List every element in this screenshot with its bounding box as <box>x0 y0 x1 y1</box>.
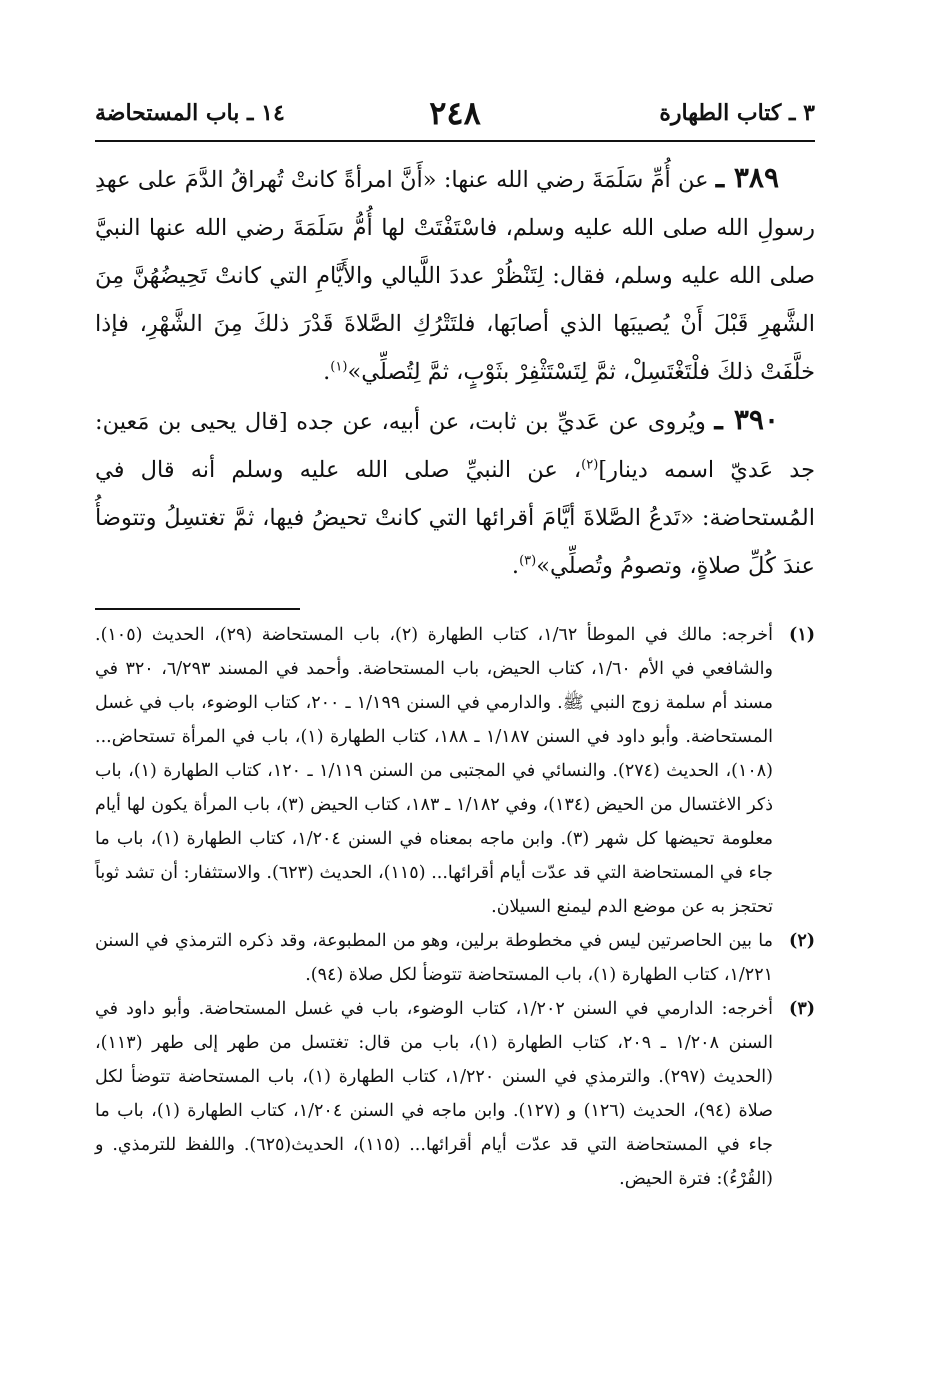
book-page <box>95 88 815 1196</box>
footnote-ref: (١) <box>330 359 348 375</box>
sentence-end: . <box>511 553 520 579</box>
hadith-text: ويُروى عن عَديِّ بن ثابت، عن أبيه، عن جده [قال يحيى بن مَعين: جد عَديّ اسمه دينار] <box>95 409 815 483</box>
footnote-divider <box>95 608 300 610</box>
footnote-1 <box>95 618 815 924</box>
hadith-number: ٣٩٠ ـ <box>714 403 779 436</box>
footnote-2 <box>95 924 815 992</box>
hadith-390 <box>95 396 815 590</box>
hadith-number: ٣٨٩ ـ <box>715 161 780 194</box>
hadith-text: عن أُمِّ سَلَمَةَ رضي الله عنها: «أَنَّ امرأةً كانتْ تُهراقُ الدَّمَ على عهدِ رسولِ الله صلى الله عليه وسلم، فاسْتَفْتَتْ لها أُمُّ سَلَمَةَ رضي الله عنها النبيَّ صلى الله عليه وسلم، فقال: لِتَنْظُرْ عددَ اللَّيالي والأَيَّامِ التي كانتْ تَحِيضُهُنَّ مِنَ الشَّهرِ قَبْلَ أَنْ يُصيبَها الذي أصابَها، فلتَتْرُكِ الصَّلاةَ قَدْرَ ذلكَ مِنَ الشَّهْرِ، فإذا خلَّفَتْ ذلكَ فلْتَغْتَسِلْ، ثمَّ لِتَسْتَثْفِرْ بثَوْبٍ، ثمَّ لِتُصلِّي» <box>95 167 815 385</box>
hadith-389: ٣٨٩ ـ عن أُمِّ سَلَمَةَ رضي الله عنها: «أَنَّ امرأةً كانتْ تُهراقُ الدَّمَ على عهدِ رسولِ الله صلى الله عليه وسلم، فاسْتَفْتَتْ لها أُمُّ سَلَمَةَ رضي الله عنها النبيَّ صلى الله عليه وسلم، فقال: لِتَنْظُرْ عددَ اللَّيالي والأَيَّامِ التي كانتْ تَحِيضُهُنَّ مِنَ الشَّهرِ قَبْلَ أَنْ يُصيبَها الذي أصابَها، فلتَتْرُكِ الصَّلاةَ قَدْرَ ذلكَ مِنَ الشَّهْرِ، فإذا خلَّفَتْ ذلكَ فلْتَغْتَسِلْ، ثمَّ لِتَسْتَثْفِرْ بثَوْبٍ، ثمَّ لِتُصلِّي»$^{(١)}$. <box>95 161 815 385</box>
footnotes <box>95 618 815 1196</box>
page-number: ٢٤٨ <box>429 94 481 132</box>
footnote-ref: (٣) <box>519 553 537 569</box>
footnote-3 <box>95 992 815 1196</box>
book-title: ٣ ـ كتاب الطهارة <box>659 100 815 126</box>
footnote-text: ما بين الحاصرتين ليس في مخطوطة برلين، وهو من المطبوعة، وقد ذكره الترمذي في السنن ١/٢٢١، كتاب الطهارة (١)، باب المستحاضة تتوضأ لكل صلاة (٩٤). <box>95 931 773 985</box>
footnote-text: أخرجه: الدارمي في السنن ١/٢٠٢، كتاب الوضوء، باب في غسل المستحاضة. وأبو داود في السنن ١/٢٠٨ ـ ٢٠٩، كتاب الطهارة (١)، باب من قال: تغتسل من طهر إلى طهر (١١٣)، (الحديث (٢٩٧). والترمذي في السنن ١/٢٢٠، كتاب الطهارة (١)، باب المستحاضة تتوضأ لكل صلاة (٩٤)، الحديث (١٢٦) و (١٢٧). وابن ماجه في السنن ١/٢٠٤، كتاب الطهارة (١)، باب ما جاء في المستحاضة التي قد عدّت أيام أقرائها... (١١٥)، الحديث(٦٢٥). واللفظ للترمذي. و (القُرْءُ): فترة الحيض. <box>95 999 774 1189</box>
main-text <box>95 154 815 590</box>
chapter-title: ١٤ ـ باب المستحاضة <box>95 100 285 126</box>
running-header <box>95 88 815 142</box>
footnote-number: (١) <box>789 625 815 645</box>
footnote-text: أخرجه: مالك في الموطأ ١/٦٢، كتاب الطهارة (٢)، باب المستحاضة (٢٩)، الحديث (١٠٥). والشافعي في الأم ١/٦٠، كتاب الحيض، باب المستحاضة. وأحمد في المسند ٦/٢٩٣، ٣٢٠ في مسند أم سلمة زوج النبي ﷺ. والدارمي في السنن ١/١٩٩ ـ ٢٠٠، كتاب الوضوء، باب في غسل المستحاضة. وأبو داود في السنن ١/١٨٧ ـ ١٨٨، كتاب الطهارة (١)، باب في المرأة تستحاض... (١٠٨)، الحديث (٢٧٤). والنسائي في المجتبى من السنن ١/١١٩ ـ ١٢٠، كتاب الطهارة (١)، باب ذكر الاغتسال من الحيض (١٣٤)، وفي ١/١٨٢ ـ ١٨٣، كتاب الحيض (٣)، باب المرأة يكون لها أيام معلومة تحيضها كل شهر (٣). وابن ماجه بمعناه في السنن ١/٢٠٤، كتاب الطهارة (١)، باب ما جاء في المستحاضة التي قد عدّت أيام أقرائها... (١١٥)، الحديث (٦٢٣). والاستثفار: أن تشد ثوباً تحتجز به عن موضع الدم ليمنع السيلان. <box>95 625 774 917</box>
hadith-text: ، عن النبيِّ صلى الله عليه وسلم أنه قال في المُستحاضة: «تَدعُ الصَّلاةَ أيَّامَ أقرائها التي كانتْ تحيضُ فيها، ثمَّ تغتسِلُ وتتوضأُ عندَ كُلِّ صلاةٍ، وتصومُ وتُصلِّي» <box>95 457 815 579</box>
footnote-ref: (٢) <box>581 457 599 473</box>
footnote-number: (٣) <box>789 999 815 1019</box>
footnote-number: (٢) <box>789 931 815 951</box>
